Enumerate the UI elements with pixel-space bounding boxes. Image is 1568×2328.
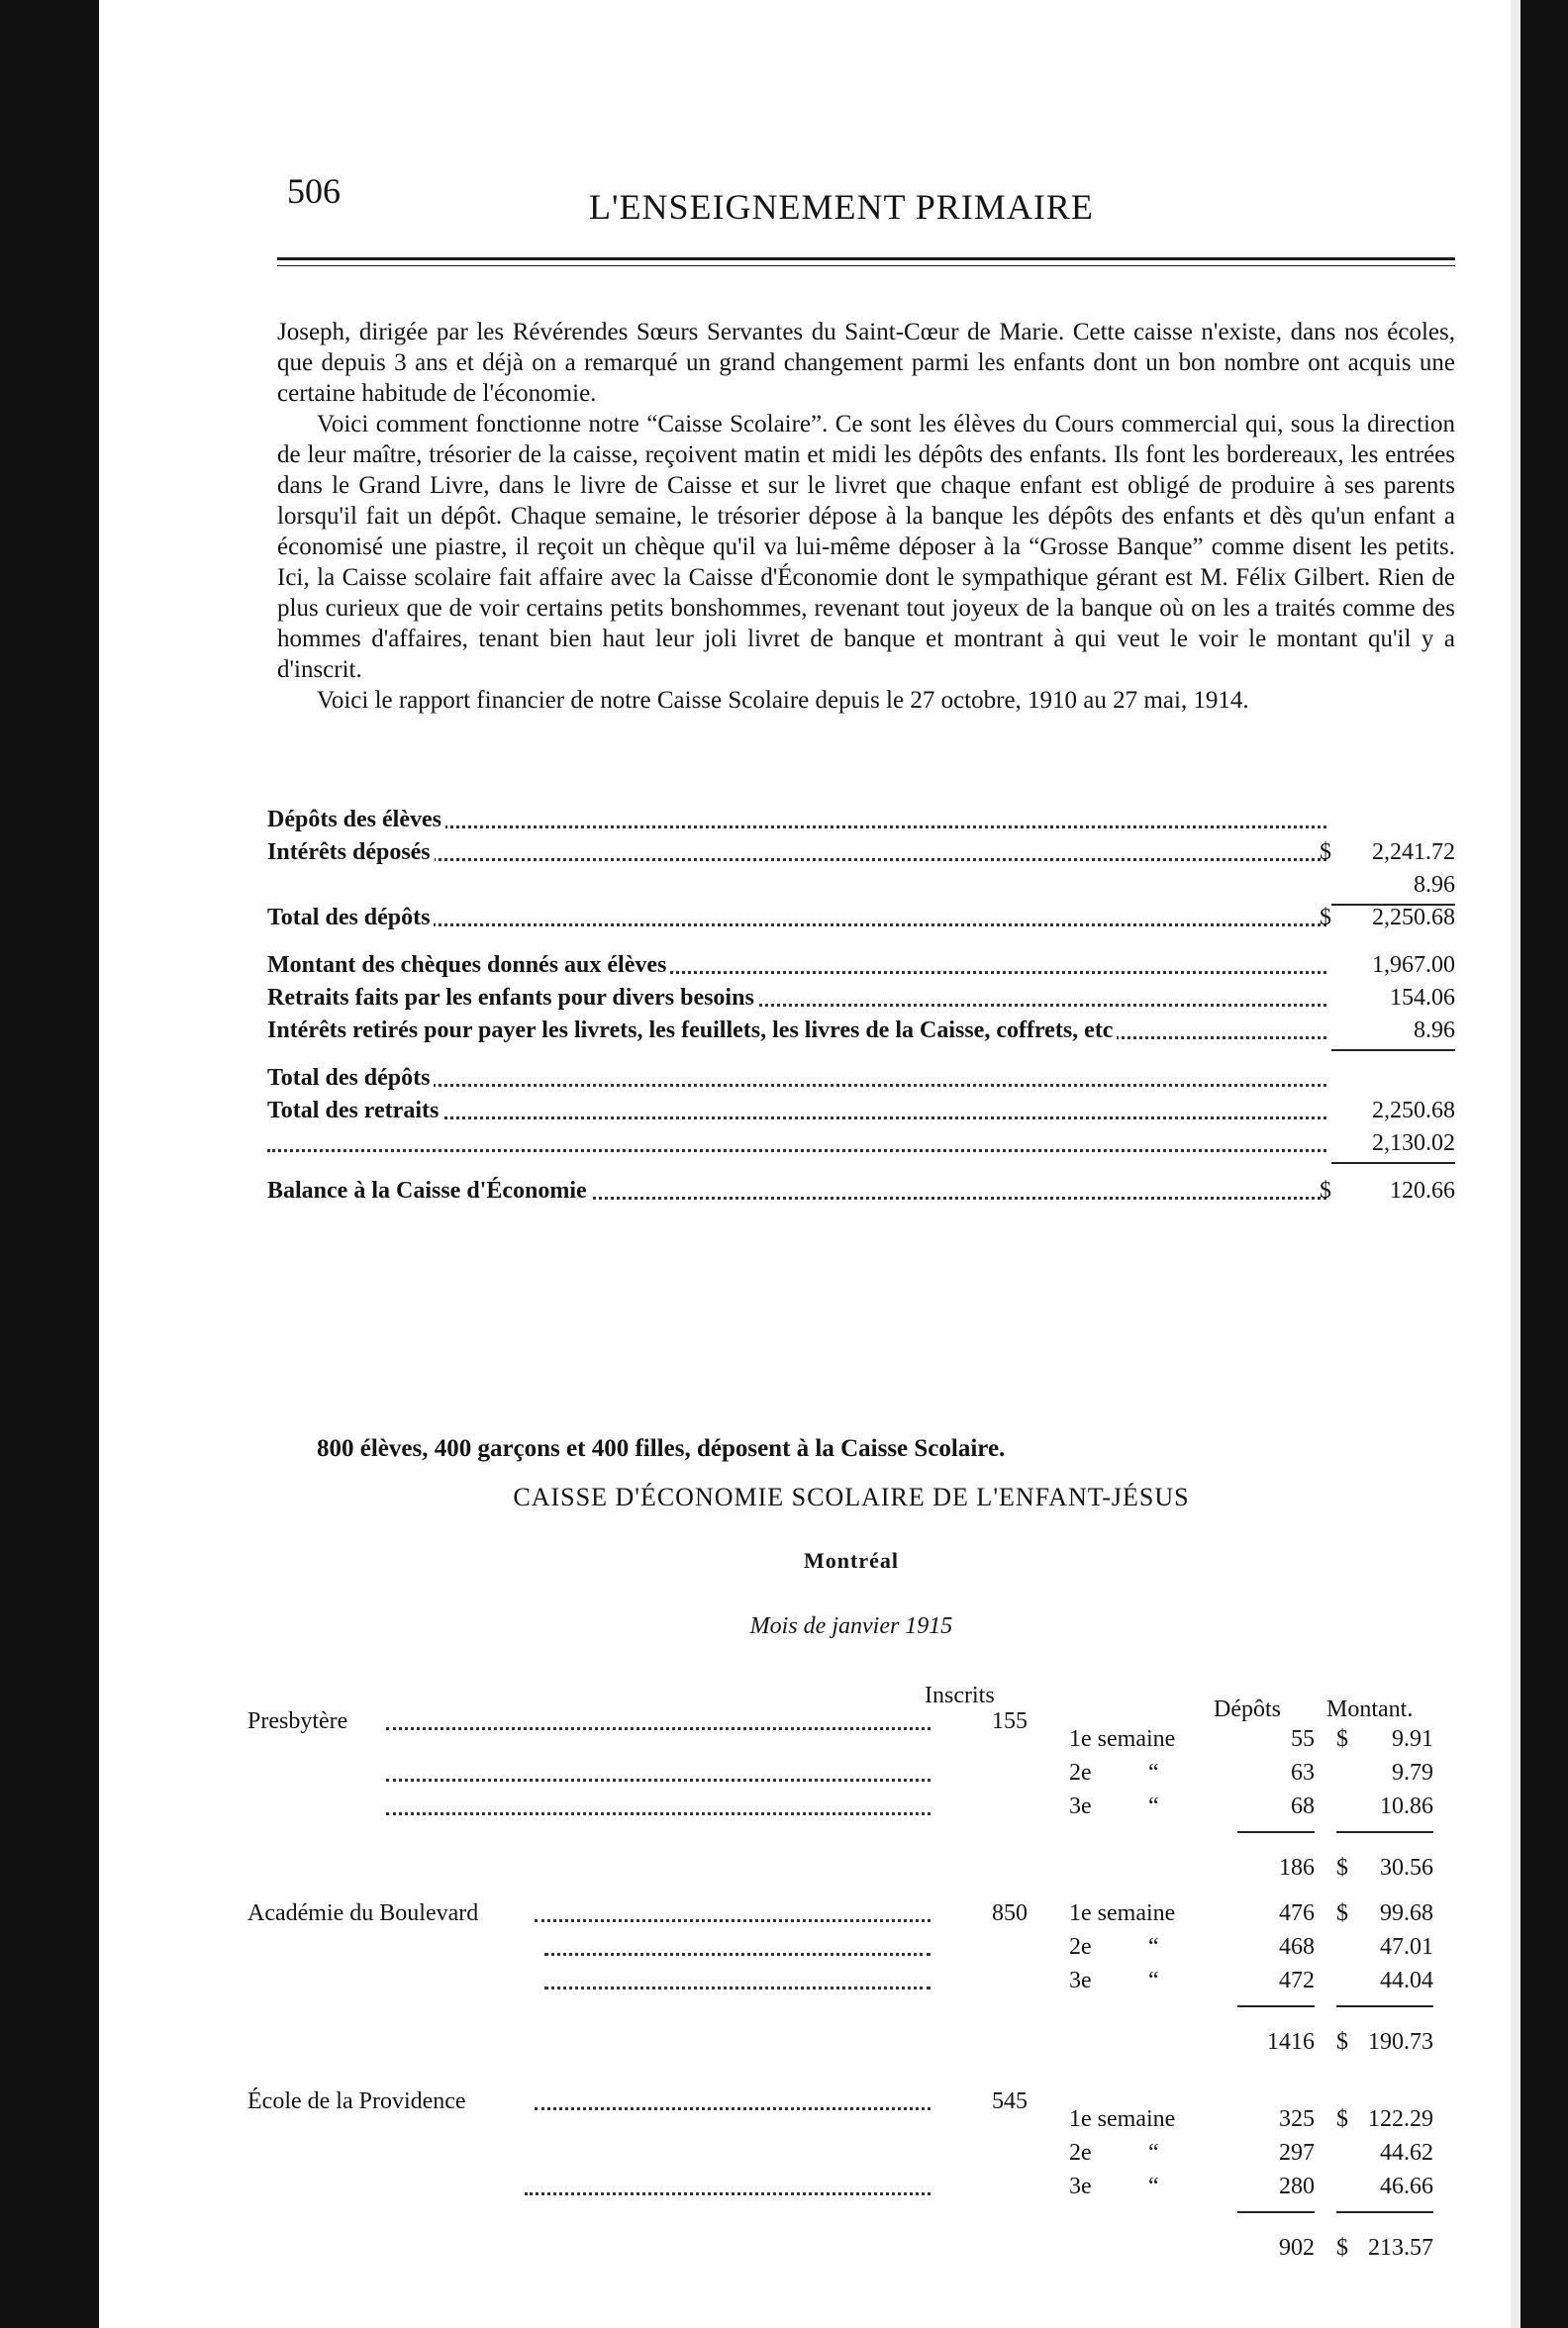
ledger-row [267, 1127, 1455, 1160]
depots-value: 280 [1279, 2174, 1315, 2199]
sum-rule [1237, 1831, 1315, 1833]
paragraph: Voici le rapport financier de notre Caisse Scolaire depuis le 27 octobre, 1910 au 27 mai, 1914. [317, 687, 1249, 714]
ledger-row [267, 804, 1455, 836]
section-period: Mois de janvier 1915 [749, 1613, 953, 1639]
ditto-mark: “ [1148, 2140, 1159, 2166]
ledger-row [267, 869, 1455, 902]
column-header-depots: Dépôts [1214, 1697, 1281, 1722]
ledger-amount: 2,250.68 [1372, 1098, 1455, 1123]
ledger-amount: 8.96 [1414, 1018, 1455, 1043]
scan-left-border [0, 0, 99, 2328]
header-rule-thin [277, 265, 1455, 266]
footnote: 800 élèves, 400 garçons et 400 filles, déposent à la Caisse Scolaire. [317, 1435, 1006, 1462]
table-row [247, 1930, 1455, 1964]
inscrits-value: 850 [992, 1900, 1028, 1926]
ledger-row [267, 949, 1455, 982]
ledger-amount: 2,130.02 [1372, 1130, 1455, 1156]
week-label: 3e [1069, 1794, 1092, 1819]
depots-total: 1416 [1267, 2029, 1315, 2055]
sum-rule [1336, 1831, 1433, 1833]
montant-value: 9.91 [1392, 1726, 1433, 1752]
montant-value: 122.29 [1368, 2106, 1433, 2132]
depots-value: 468 [1279, 1934, 1315, 1960]
depots-value: 63 [1291, 1760, 1315, 1786]
montant-value: 9.79 [1392, 1760, 1433, 1786]
currency-sign: $ [1336, 1855, 1348, 1881]
header-rule [277, 257, 1455, 260]
table-row [247, 2170, 1455, 2203]
column-header-montant: Montant. [1326, 1697, 1414, 1722]
scan-right-border [1520, 0, 1568, 2328]
ditto-mark: “ [1148, 1794, 1159, 1819]
currency-sign: $ [1320, 1178, 1331, 1204]
book-page [247, 158, 1455, 2261]
ditto-mark: “ [1148, 2174, 1159, 2199]
ledger-label: Balance à la Caisse d'Économie [267, 1175, 591, 1208]
ledger-row [267, 982, 1455, 1015]
ledger-row [267, 902, 1455, 934]
week-label: 1e semaine [1069, 1900, 1176, 1926]
section-title: CAISSE D'ÉCONOMIE SCOLAIRE DE L'ENFANT-JÉSUS [513, 1483, 1190, 1511]
table-row-total [247, 1851, 1455, 1885]
school-name: Presbytère [247, 1704, 351, 1738]
depots-value: 325 [1279, 2106, 1315, 2132]
ledger-label: Intérêts déposés [267, 836, 435, 869]
table-row [247, 1896, 1455, 1930]
currency-sign: $ [1320, 839, 1331, 865]
ledger-label: Total des retraits [267, 1095, 442, 1127]
ledger-row [267, 1095, 1455, 1127]
week-label: 2e [1069, 1934, 1092, 1960]
montant-value: 10.86 [1380, 1794, 1433, 1819]
table-row-total [247, 2231, 1455, 2265]
depots-total: 902 [1279, 2235, 1315, 2261]
school-name: Académie du Boulevard [247, 1896, 482, 1930]
week-label: 2e [1069, 2140, 1092, 2166]
page-number: 506 [287, 171, 341, 211]
leader-dots [386, 1812, 931, 1815]
running-title: L'ENSEIGNEMENT PRIMAIRE [589, 187, 1094, 227]
ledger-amount: 2,250.68 [1372, 905, 1455, 930]
leader-dots [544, 1987, 931, 1989]
ledger-row [267, 836, 1455, 869]
section-city: Montréal [804, 1548, 899, 1573]
ditto-mark: “ [1148, 1968, 1159, 1993]
currency-sign: $ [1336, 2235, 1348, 2261]
week-label: 2e [1069, 1760, 1092, 1786]
leader-dots [267, 1149, 1326, 1152]
table-row-total [247, 2025, 1455, 2059]
ledger-amount: 154.06 [1390, 985, 1455, 1011]
school-name: École de la Providence [247, 2085, 470, 2118]
sum-rule [1237, 2211, 1315, 2213]
montant-value: 44.62 [1380, 2140, 1433, 2166]
montant-value: 44.04 [1380, 1968, 1433, 1993]
depots-value: 68 [1291, 1794, 1315, 1819]
intro-text [277, 317, 1455, 716]
inscrits-value: 155 [992, 1708, 1028, 1734]
montant-total: 213.57 [1368, 2235, 1433, 2261]
week-label: 3e [1069, 2174, 1092, 2199]
scan-right-edge [1511, 0, 1520, 2328]
ledger-amount: 1,967.00 [1372, 952, 1455, 978]
montant-total: 190.73 [1368, 2029, 1433, 2055]
table-row [247, 1964, 1455, 1997]
ledger-amount: 8.96 [1414, 872, 1455, 898]
week-label: 3e [1069, 1968, 1092, 1993]
sum-rule [1331, 1162, 1455, 1164]
montant-value: 46.66 [1380, 2174, 1433, 2199]
sum-rule [1336, 2211, 1433, 2213]
ditto-mark: “ [1148, 1760, 1159, 1786]
table-row [247, 2102, 1455, 2136]
week-label: 1e semaine [1069, 1726, 1176, 1752]
currency-sign: $ [1320, 905, 1331, 930]
inscrits-value: 545 [992, 2088, 1028, 2114]
leader-dots [525, 2192, 931, 2195]
leader-dots [386, 1779, 931, 1782]
running-head [247, 158, 1455, 228]
financial-report [267, 804, 1455, 1208]
ledger-row [267, 1015, 1455, 1047]
depots-value: 472 [1279, 1968, 1315, 1993]
ledger-label: Total des dépôts [267, 902, 434, 934]
week-label: 1e semaine [1069, 2106, 1176, 2132]
ledger-label: Total des dépôts [267, 1062, 434, 1095]
paragraph: Joseph, dirigée par les Révérendes Sœurs Servantes du Saint-Cœur de Marie. Cette caisse n'existe, dans nos écoles, que depuis 3 ans et déjà on a remarqué un grand changement parmi les enfants dont un bon nombre ont acquis une certaine habitude de l'économie. [277, 319, 1455, 407]
currency-sign: $ [1336, 1900, 1348, 1926]
table-row [247, 1790, 1455, 1823]
montant-value: 99.68 [1380, 1900, 1433, 1926]
depots-value: 55 [1291, 1726, 1315, 1752]
depots-total: 186 [1279, 1855, 1315, 1881]
table-row [247, 1756, 1455, 1790]
ledger-row [267, 1175, 1455, 1208]
depots-value: 476 [1279, 1900, 1315, 1926]
paragraph: Voici comment fonctionne notre “Caisse Scolaire”. Ce sont les élèves du Cours commercial qui, sous la direction de leur maître, trésorier de la caisse, reçoivent matin et midi les dépôts des enfants. Ils font les bordereaux, les entrées dans le Grand Livre, dans le livre de Caisse et sur le livret que chaque enfant est obligé de produire à ses parents lorsqu'il fait un dépôt. Chaque semaine, le trésorier dépose à la banque les dépôts des enfants et dès qu'un enfant a économisé une piastre, il reçoit un chèque qu'il va lui-même déposer à la “Grosse Banque” comme disent les petits. Ici, la Caisse scolaire fait affaire avec la Caisse d'Économie dont le sympathique gérant est M. Félix Gilbert. Rien de plus curieux que de voir certains petits bonshommes, revenant tout joyeux de la banque où on les a traités comme des hommes d'affaires, tenant bien haut leur joli livret de banque et montrant à qui veut le voir le montant qu'il y a d'inscrit. [277, 411, 1455, 683]
leader-dots [544, 1953, 931, 1956]
ledger-label: Dépôts des élèves [267, 804, 445, 836]
column-header-inscrits: Inscrits [925, 1683, 995, 1708]
ledger-label: Retraits faits par les enfants pour divers besoins [267, 982, 758, 1015]
leader-dots [535, 1919, 931, 1922]
ledger-amount: 120.66 [1390, 1178, 1455, 1204]
table-row [247, 1722, 1455, 1756]
ledger-amount: 2,241.72 [1372, 839, 1455, 865]
currency-sign: $ [1336, 1726, 1348, 1752]
montant-value: 47.01 [1380, 1934, 1433, 1960]
sum-rule [1331, 1049, 1455, 1051]
sum-rule [1336, 2005, 1433, 2007]
currency-sign: $ [1336, 2106, 1348, 2132]
table-row [247, 2136, 1455, 2170]
ledger-row [267, 1062, 1455, 1095]
ledger-label: Montant des chèques donnés aux élèves [267, 949, 670, 982]
depots-value: 297 [1279, 2140, 1315, 2166]
ditto-mark: “ [1148, 1934, 1159, 1960]
ledger-label: Intérêts retirés pour payer les livrets, les feuillets, les livres de la Caisse, coffrets, etc [267, 1015, 1117, 1047]
currency-sign: $ [1336, 2029, 1348, 2055]
montant-total: 30.56 [1380, 1855, 1433, 1881]
sum-rule [1237, 2005, 1315, 2007]
